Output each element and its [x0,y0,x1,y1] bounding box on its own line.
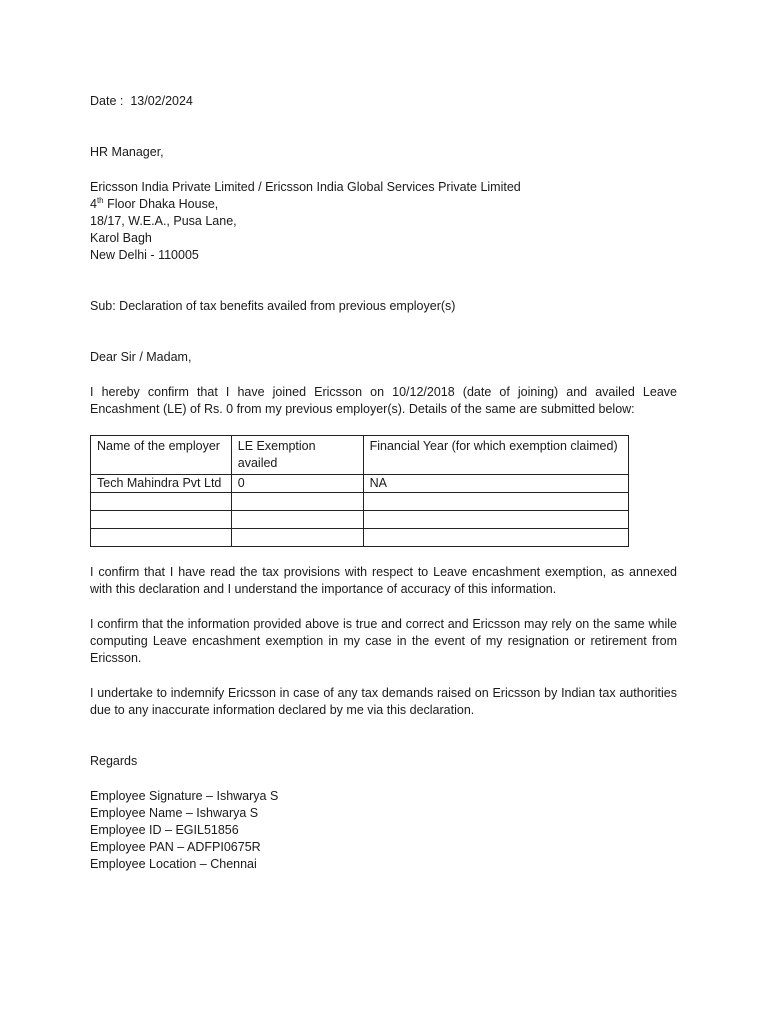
cell-employer [91,493,232,511]
date-line [90,93,677,110]
indemnity-paragraph: I undertake to indemnify Ericsson in case of any tax demands raised on Ericsson by Indian tax authorities due to any inaccurate information declared by me via this declaration. [90,686,677,717]
table-row [91,493,629,511]
header-financial-year: Financial Year (for which exemption claimed) [363,436,628,475]
subject-line: Sub: Declaration of tax benefits availed from previous employer(s) [90,299,456,313]
cell-financial-year [363,511,628,529]
address-floor: 4th Floor Dhaka House, [90,195,219,211]
address-line-2: 18/17, W.E.A., Pusa Lane, [90,214,237,228]
confirmation-paragraph-2: I confirm that the information provided above is true and correct and Ericsson may rely on the same while computing Leave encashment exemption in my case in the event of my resignation or retirement from Ericsson. [90,617,677,665]
cell-financial-year [363,529,628,547]
salutation: Dear Sir / Madam, [90,350,192,364]
cell-employer [91,511,232,529]
cell-le-exemption: 0 [231,475,363,493]
le-exemption-table [90,435,629,547]
employee-name: Employee Name – Ishwarya S [90,806,259,820]
employee-signature: Employee Signature – Ishwarya S [90,789,279,803]
cell-financial-year [363,493,628,511]
cell-financial-year: NA [363,475,628,493]
intro-paragraph: I hereby confirm that I have joined Ericsson on 10/12/2018 (date of joining) and availed Leave Encashment (LE) of Rs. 0 from my previous employer(s). Details of the same are submitted below: [90,385,677,416]
closing: Regards [90,754,138,768]
table-header-row [91,436,629,475]
date-label: Date : [90,94,124,108]
header-employer: Name of the employer [91,436,232,475]
header-le-exemption: LE Exemption availed [231,436,363,475]
cell-le-exemption [231,511,363,529]
declaration-letter [90,93,677,873]
employee-location: Employee Location – Chennai [90,857,257,871]
table-row [91,529,629,547]
cell-le-exemption [231,529,363,547]
recipient-title: HR Manager, [90,145,164,159]
cell-employer: Tech Mahindra Pvt Ltd [91,475,232,493]
table-row [91,511,629,529]
employee-pan: Employee PAN – ADFPI0675R [90,840,261,854]
employee-details [90,788,677,873]
confirmation-paragraph-1: I confirm that I have read the tax provisions with respect to Leave encashment exemption, as annexed with this declaration and I understand the importance of accuracy of this information. [90,565,677,596]
cell-employer [91,529,232,547]
cell-le-exemption [231,493,363,511]
address-line-4: New Delhi - 110005 [90,248,199,262]
table-row [91,475,629,493]
address-line-3: Karol Bagh [90,231,152,245]
recipient-company: Ericsson India Private Limited / Ericsson India Global Services Private Limited [90,180,521,194]
employee-id: Employee ID – EGIL51856 [90,823,239,837]
date-value: 13/02/2024 [130,94,193,108]
recipient-address [90,179,677,264]
